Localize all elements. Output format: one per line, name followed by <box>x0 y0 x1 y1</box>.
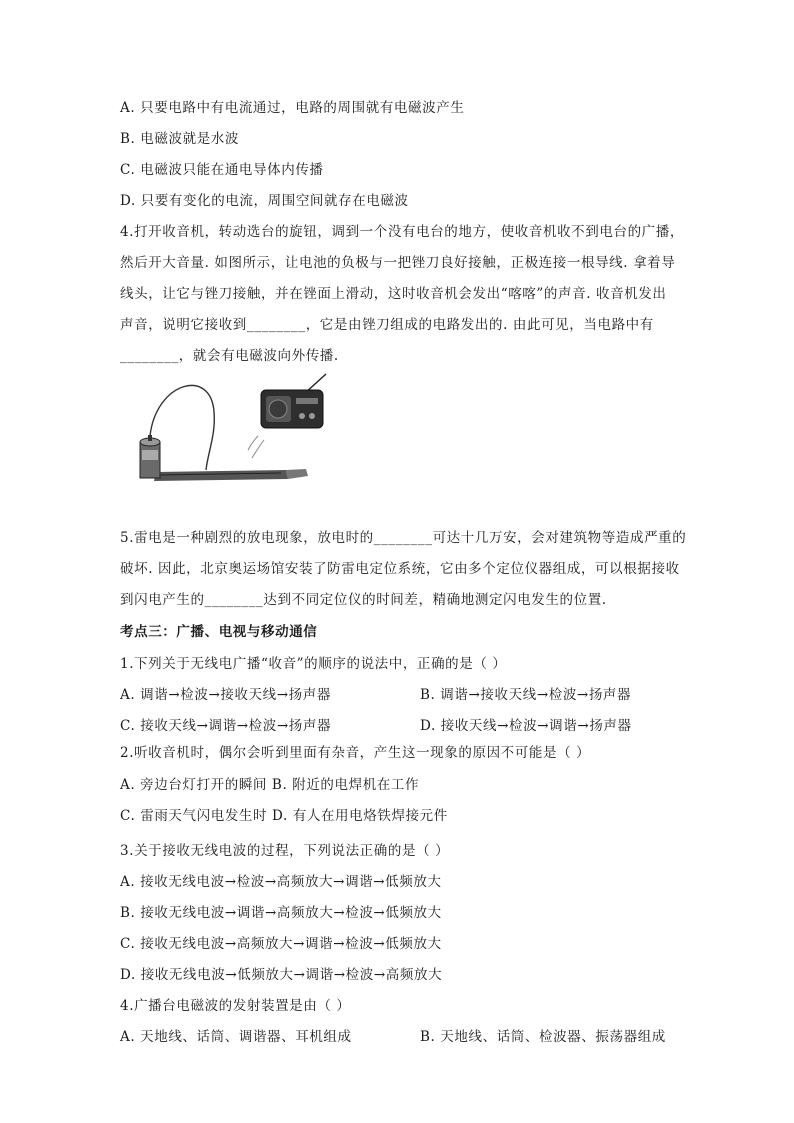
s3q3-option-b: B. 接收无线电波→调谐→高频放大→检波→低频放大 <box>120 905 442 921</box>
q3-option-c: C. 电磁波只能在通电导体内传播 <box>120 162 324 178</box>
battery-icon <box>140 435 160 478</box>
q4-line-1: 4.打开收音机，转动选台的旋钮，调到一个没有电台的地方，使收音机收不到电台的广播， <box>120 224 684 240</box>
q4-line-5: ________，就会有电磁波向外传播. <box>120 348 339 364</box>
s3q2-stem: 2.听收音机时，偶尔会听到里面有杂音，产生这一现象的原因不可能是（ ） <box>120 745 591 761</box>
s3q4-option-b: B. 天地线、话筒、检波器、振荡器组成 <box>420 1029 666 1045</box>
s3q2-options-cd: C. 雷雨天气闪电发生时 D. 有人在用电烙铁焊接元件 <box>120 808 448 824</box>
section-3-heading: 考点三：广播、电视与移动通信 <box>120 624 318 640</box>
s3q3-option-d: D. 接收无线电波→低频放大→调谐→检波→高频放大 <box>120 967 443 983</box>
q3-option-b: B. 电磁波就是水波 <box>120 131 240 147</box>
s3q3-option-c: C. 接收无线电波→高频放大→调谐→检波→低频放大 <box>120 936 442 952</box>
s3q4-option-a: A. 天地线、话筒、调谐器、耳机组成 <box>120 1029 352 1045</box>
q5-line-2: 破坏. 因此，北京奥运场馆安装了防雷电定位系统，它由多个定位仪器组成，可以根据接收 <box>120 561 680 577</box>
s3q1-option-a: A. 调谐→检波→接收天线→扬声器 <box>120 687 331 703</box>
s3q1-stem: 1.下列关于无线电广播“收音”的顺序的说法中，正确的是（ ） <box>120 656 507 672</box>
q4-line-4: 声音，说明它接收到________，它是由锉刀组成的电路发出的. 由此可见，当电路中有 <box>120 317 654 333</box>
s3q1-option-c: C. 接收天线→调谐→检波→扬声器 <box>120 718 332 734</box>
s3q2-options-ab: A. 旁边台灯打开的瞬间 B. 附近的电焊机在工作 <box>120 777 420 793</box>
file-icon <box>154 469 308 481</box>
q5-line-3: 到闪电产生的________达到不同定位仪的时间差，精确地测定闪电发生的位置. <box>120 592 607 608</box>
radio-icon <box>261 374 326 428</box>
s3q1-option-b: B. 调谐→接收天线→检波→扬声器 <box>420 687 632 703</box>
q3-option-d: D. 只要有变化的电流，周围空间就存在电磁波 <box>120 193 409 209</box>
q3-option-a: A. 只要电路中有电流通过，电路的周围就有电磁波产生 <box>120 100 465 116</box>
s3q3-stem: 3.关于接收无线电波的过程，下列说法正确的是（ ） <box>120 843 450 859</box>
q4-line-3: 线头，让它与锉刀接触，并在锉面上滑动，这时收音机会发出“喀喀”的声音. 收音机发出 <box>120 286 667 302</box>
battery-file-radio-figure <box>126 372 331 484</box>
q4-line-2: 然后开大音量. 如图所示，让电池的负极与一把锉刀良好接触，正极连接一根导线. 拿着导 <box>120 255 676 271</box>
q5-line-1: 5.雷电是一种剧烈的放电现象，放电时的________可达十几万安，会对建筑物等造成严重的 <box>120 530 687 546</box>
sound-waves-icon <box>248 436 264 458</box>
s3q1-option-d: D. 接收天线→检波→调谐→扬声器 <box>420 718 632 734</box>
s3q4-stem: 4.广播台电磁波的发射装置是由（ ） <box>120 998 351 1014</box>
s3q3-option-a: A. 接收无线电波→检波→高频放大→调谐→低频放大 <box>120 874 442 890</box>
